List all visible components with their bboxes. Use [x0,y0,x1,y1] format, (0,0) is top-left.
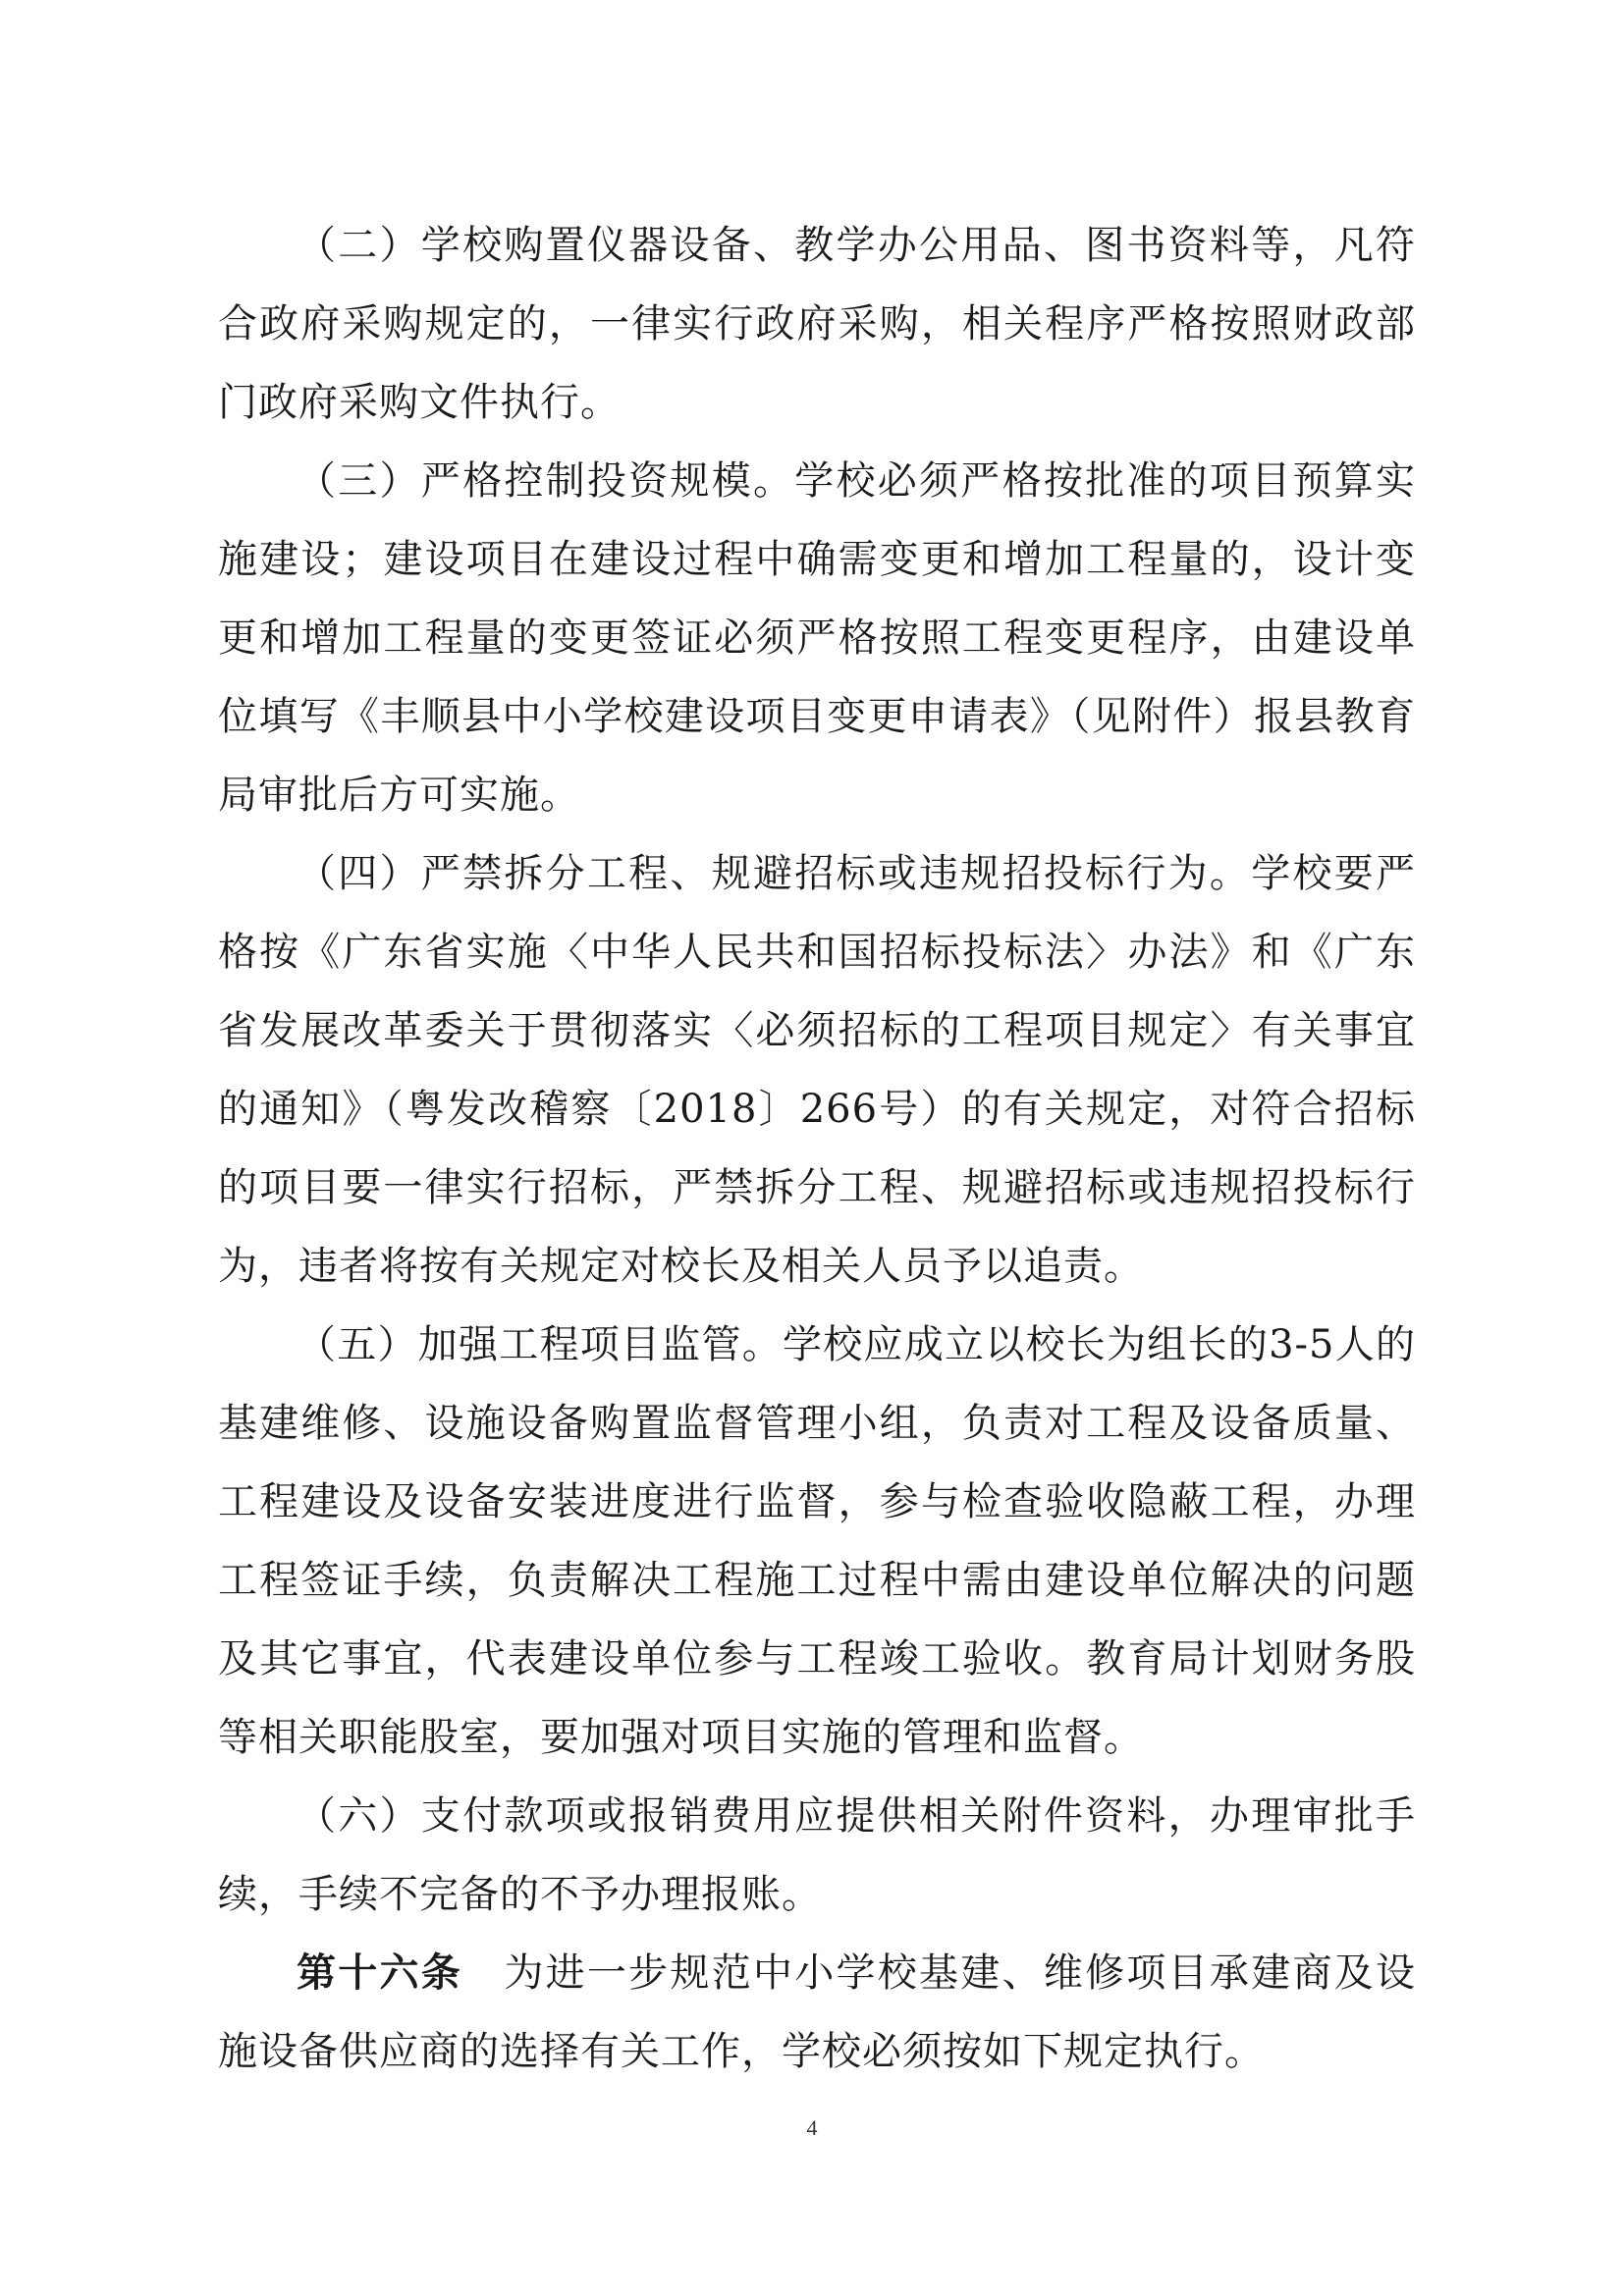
article-heading: 第十六条 [297,1949,463,1996]
page-number: 4 [806,2115,818,2140]
paragraph-text: （二）学校购置仪器设备、教学办公用品、图书资料等，凡符合政府采购规定的，一律实行政府采购，相关程序严格按照财政部门政府采购文件执行。 [218,223,1416,425]
paragraph-article-16 [218,1934,1416,2091]
paragraph-text: （四）严禁拆分工程、规避招标或违规招投标行为。学校要严格按《广东省实施〈中华人民共和国招标投标法〉办法》和《广东省发展改革委关于贯彻落实〈必须招标的工程项目规定〉有关事宜的通知》（粤发改稽察〔2018〕266号）的有关规定，对符合招标的项目要一律实行招标，严禁拆分工程、规避招标或违规招投标行为，违者将按有关规定对校长及相关人员予以追责。 [218,851,1416,1289]
paragraph-procurement [218,206,1416,442]
paragraph-text: （六）支付款项或报销费用应提供相关附件资料，办理审批手续，手续不完备的不予办理报账。 [218,1793,1416,1917]
paragraph-payment [218,1777,1416,1934]
paragraph-investment-scale [218,442,1416,834]
paragraph-text: （五）加强工程项目监管。学校应成立以校长为组长的3-5人的基建维修、设施设备购置监督管理小组，负责对工程及设备质量、工程建设及设备安装进度进行监督，参与检查验收隐蔽工程，办理工程签证手续，负责解决工程施工过程中需由建设单位解决的问题及其它事宜，代表建设单位参与工程竣工验收。教育局计划财务股等相关职能股室，要加强对项目实施的管理和监督。 [218,1322,1416,1760]
paragraph-text: （三）严格控制投资规模。学校必须严格按批准的项目预算实施建设；建设项目在建设过程中确需变更和增加工程量的，设计变更和增加工程量的变更签证必须严格按照工程变更程序，由建设单位填写《丰顺县中小学校建设项目变更申请表》（见附件）报县教育局审批后方可实施。 [218,458,1416,818]
paragraph-supervision [218,1306,1416,1777]
paragraph-bidding [218,834,1416,1306]
document-body [218,206,1416,2091]
paragraph-text: 为进一步规范中小学校基建、维修项目承建商及设施设备供应商的选择有关工作，学校必须按如下规定执行。 [218,1950,1417,2074]
